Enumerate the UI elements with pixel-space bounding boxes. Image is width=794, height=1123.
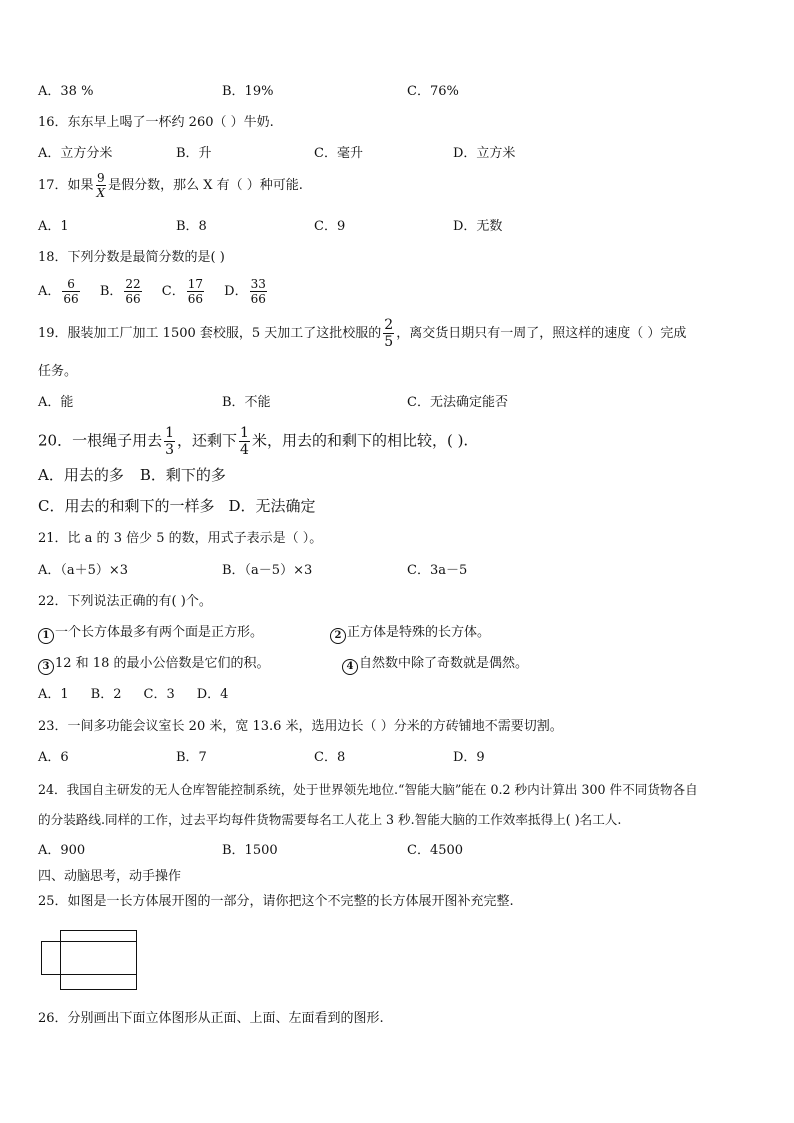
q25-net-figure: [38, 927, 140, 993]
q22-option-c: C．3: [143, 687, 175, 702]
q20-options-row2: [38, 497, 316, 515]
q22-option-a: A．1: [38, 687, 69, 702]
q20-option-a: A．用去的多: [38, 466, 124, 484]
q17-stem: 17．如果 $\frac{9}{X}$ 是假分数，那么 X 有（ ）种可能.: [38, 171, 303, 200]
q19-option-a: A．能: [38, 395, 74, 410]
q20-fraction-1: $\frac{1}{3}$: [165, 425, 175, 458]
q16-stem: 16．东东早上喝了一杯约 260（ ）牛奶.: [38, 115, 274, 130]
q21-option-b: B．（a－5）×3: [222, 563, 313, 578]
q19-option-b: B．不能: [222, 395, 271, 410]
q18-options: A． $\frac{6}{66}$ B． $\frac{22}{66}$ C． $\frac{17}{66}$ D． $\frac{33}{66}$: [38, 277, 266, 306]
q20-option-b: B．剩下的多: [139, 466, 226, 484]
circled-number-3: 3: [38, 659, 54, 675]
q20-stem: 20．一根绳子用去 $\frac{1}{3}$ ，还剩下 $\frac{1}{4}$ 米，用去的和剩下的相比较，( ).: [38, 425, 469, 458]
q16-option-a: A．立方分米: [38, 146, 113, 161]
q19-stem-cont: 任务。: [38, 364, 78, 379]
q17-option-a: A．1: [38, 219, 69, 234]
q15-option-c: C．76%: [407, 84, 459, 99]
q17-option-b: B．8: [176, 219, 207, 234]
q16-option-d: D．立方米: [453, 146, 516, 161]
q17-fraction: $\frac{9}{X}$: [96, 171, 106, 200]
q22-option-d: D．4: [196, 687, 229, 702]
q22-option-b: B．2: [90, 687, 122, 702]
q18-fraction-a: $\frac{6}{66}$: [63, 277, 79, 306]
q20-options-row1: [38, 466, 226, 484]
q21-stem: 21．比 a 的 3 倍少 5 的数，用式子表示是（ ）。: [38, 531, 323, 546]
q19-stem: 19．服装加工厂加工 1500 套校服，5 天加工了这批校服的 $\frac{2}{5}$ ，离交货日期只有一周了，照这样的速度（ ）完成: [38, 317, 687, 350]
q16-option-b: B．升: [176, 146, 212, 161]
q17-option-d: D．无数: [453, 219, 503, 234]
q24-option-a: A．900: [38, 843, 86, 858]
q22-stem: 22．下列说法正确的有( )个。: [38, 594, 212, 609]
q21-option-c: C．3a－5: [407, 563, 468, 578]
q21-option-a: A．（a＋5）×3: [38, 563, 129, 578]
q25-stem: 25．如图是一长方体展开图的一部分，请你把这个不完整的长方体展开图补充完整.: [38, 894, 514, 909]
q18-fraction-c: $\frac{17}{66}$: [187, 277, 204, 306]
circled-number-1: 1: [38, 628, 54, 644]
q26-stem: 26．分别画出下面立体图形从正面、上面、左面看到的图形.: [38, 1011, 384, 1026]
q23-option-d: D．9: [453, 750, 485, 765]
q18-fraction-d: $\frac{33}{66}$: [250, 277, 266, 306]
section-heading: 四、动脑思考，动手操作: [38, 869, 182, 884]
q18-stem: 18．下列分数是最简分数的是( ): [38, 250, 225, 265]
q23-option-b: B．7: [176, 750, 207, 765]
q22-statement-1: 1 一个长方体最多有两个面是正方形。: [38, 624, 263, 644]
q24-stem-line2: 的分装路线.同样的工作，过去平均每件货物需要每名工人花上 3 秒.智能大脑的工作效率抵得上( )名工人.: [38, 812, 622, 827]
q20-fraction-2: $\frac{1}{4}$: [240, 425, 249, 458]
q22-statement-2: 2 正方体是特殊的长方体。: [330, 624, 490, 644]
q19-option-c: C．无法确定能否: [407, 395, 508, 410]
q18-fraction-b: $\frac{22}{66}$: [125, 277, 141, 306]
q23-stem: 23．一间多功能会议室长 20 米，宽 13.6 米，选用边长（ ）分米的方砖铺地不需要切割。: [38, 719, 563, 734]
q20-option-c: C．用去的和剩下的一样多: [38, 497, 215, 515]
q16-option-c: C．毫升: [314, 146, 363, 161]
q22-options: [38, 686, 228, 704]
q15-option-b: B．19%: [222, 84, 274, 99]
q20-option-d: D．无法确定: [228, 497, 316, 515]
q22-statement-3: 3 12 和 18 的最小公倍数是它们的积。: [38, 655, 269, 675]
circled-number-4: 4: [342, 659, 358, 675]
q17-option-c: C．9: [314, 219, 346, 234]
q23-option-a: A．6: [38, 750, 69, 765]
q24-stem-line1: 24．我国自主研发的无人仓库智能控制系统，处于世界领先地位.“智能大脑”能在 0.2 秒内计算出 300 件不同货物各自: [38, 782, 698, 797]
q23-option-c: C．8: [314, 750, 346, 765]
q22-statement-4: 4 自然数中除了奇数就是偶然。: [342, 655, 528, 675]
q24-option-c: C．4500: [407, 843, 464, 858]
q19-fraction: $\frac{2}{5}$: [384, 317, 394, 350]
q15-option-a: A．38 %: [38, 84, 94, 99]
circled-number-2: 2: [330, 628, 346, 644]
q24-option-b: B．1500: [222, 843, 278, 858]
